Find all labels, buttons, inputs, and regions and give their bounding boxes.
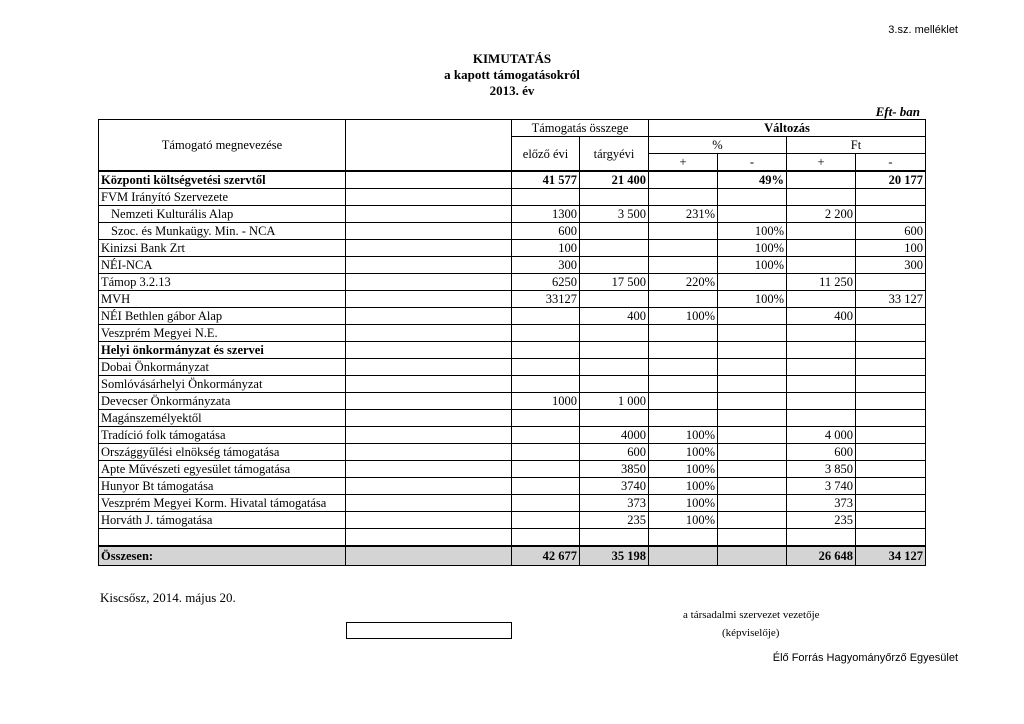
row-supporter-name: Horváth J. támogatása — [99, 512, 346, 529]
row-curr — [580, 257, 649, 274]
table-row — [99, 427, 926, 444]
row-pct-minus: 100% — [718, 291, 787, 308]
row-curr: 3850 — [580, 461, 649, 478]
row-supporter-name: Somlóvásárhelyi Önkormányzat — [99, 376, 346, 393]
row-ft-minus — [856, 393, 926, 410]
row-pct-plus — [649, 171, 718, 189]
row-supporter-name: Devecser Önkormányzata — [99, 393, 346, 410]
row-ft-minus — [856, 410, 926, 427]
row-ft-plus — [787, 359, 856, 376]
row-blank — [346, 342, 512, 359]
row-pct-plus — [649, 223, 718, 240]
row-prev — [512, 410, 580, 427]
row-pct-minus: 100% — [718, 240, 787, 257]
row-pct-plus — [649, 359, 718, 376]
row-curr — [580, 223, 649, 240]
row-supporter-name: Hunyor Bt támogatása — [99, 478, 346, 495]
row-pct-plus: 100% — [649, 444, 718, 461]
organization-name: Élő Forrás Hagyományőrző Egyesület — [772, 652, 958, 664]
support-table — [98, 119, 926, 566]
row-pct-minus — [718, 427, 787, 444]
signer-title: a társadalmi szervezet vezetője — [683, 609, 820, 621]
row-supporter-name: Országgyűlési elnökség támogatása — [99, 444, 346, 461]
row-ft-minus: 300 — [856, 257, 926, 274]
row-prev — [512, 325, 580, 342]
header-percent: % — [649, 137, 787, 154]
row-blank — [346, 427, 512, 444]
row-supporter-name: NÉI-NCA — [99, 257, 346, 274]
row-pct-minus — [718, 274, 787, 291]
row-prev — [512, 342, 580, 359]
row-blank — [346, 359, 512, 376]
row-pct-plus — [649, 376, 718, 393]
document-subtitle: a kapott támogatásokról — [444, 67, 580, 82]
header-change: Változás — [649, 120, 926, 137]
row-prev: 300 — [512, 257, 580, 274]
row-ft-plus: 400 — [787, 308, 856, 325]
row-prev — [512, 189, 580, 206]
row-pct-plus: 100% — [649, 495, 718, 512]
row-blank — [346, 274, 512, 291]
table-row — [99, 189, 926, 206]
row-ft-plus: 2 200 — [787, 206, 856, 223]
header-ft: Ft — [787, 137, 926, 154]
row-blank — [346, 308, 512, 325]
row-blank — [346, 495, 512, 512]
row-pct-minus — [718, 308, 787, 325]
row-ft-plus — [787, 240, 856, 257]
row-ft-minus: 600 — [856, 223, 926, 240]
table-row — [99, 393, 926, 410]
row-prev — [512, 495, 580, 512]
row-pct-plus — [649, 410, 718, 427]
row-ft-plus: 3 740 — [787, 478, 856, 495]
row-supporter-name: Tradíció folk támogatása — [99, 427, 346, 444]
row-ft-minus — [856, 189, 926, 206]
row-supporter-name — [99, 529, 346, 547]
row-pct-minus — [718, 189, 787, 206]
table-row — [99, 240, 926, 257]
row-ft-minus — [856, 308, 926, 325]
row-pct-plus — [649, 325, 718, 342]
row-pct-plus — [649, 189, 718, 206]
header-supporter: Támogató megnevezése — [99, 120, 346, 172]
row-supporter-name: Központi költségvetési szervtől — [99, 171, 346, 189]
row-ft-plus: 11 250 — [787, 274, 856, 291]
row-prev — [512, 529, 580, 547]
row-curr: 373 — [580, 495, 649, 512]
row-blank — [346, 529, 512, 547]
total-curr: 35 198 — [580, 546, 649, 566]
row-pct-minus — [718, 206, 787, 223]
row-curr — [580, 291, 649, 308]
row-pct-minus — [718, 478, 787, 495]
row-blank — [346, 376, 512, 393]
row-supporter-name: Nemzeti Kulturális Alap — [99, 206, 346, 223]
table-row — [99, 342, 926, 359]
row-ft-minus — [856, 444, 926, 461]
row-curr: 1 000 — [580, 393, 649, 410]
row-pct-minus: 100% — [718, 223, 787, 240]
document-year: 2013. év — [489, 83, 535, 98]
row-pct-minus — [718, 495, 787, 512]
total-ft-plus: 26 648 — [787, 546, 856, 566]
row-pct-minus — [718, 325, 787, 342]
row-blank — [346, 410, 512, 427]
row-supporter-name: Kinizsi Bank Zrt — [99, 240, 346, 257]
row-curr — [580, 342, 649, 359]
row-prev — [512, 478, 580, 495]
row-prev: 1300 — [512, 206, 580, 223]
row-blank — [346, 291, 512, 308]
row-ft-plus: 235 — [787, 512, 856, 529]
row-prev: 100 — [512, 240, 580, 257]
row-ft-plus — [787, 342, 856, 359]
table-row — [99, 171, 926, 189]
row-blank — [346, 393, 512, 410]
row-pct-plus: 220% — [649, 274, 718, 291]
total-prev: 42 677 — [512, 546, 580, 566]
row-curr: 3 500 — [580, 206, 649, 223]
row-prev — [512, 359, 580, 376]
total-pct-plus — [649, 546, 718, 566]
row-pct-plus: 100% — [649, 427, 718, 444]
row-ft-plus — [787, 376, 856, 393]
row-blank — [346, 478, 512, 495]
table-row — [99, 206, 926, 223]
row-supporter-name: Apte Művészeti egyesület támogatása — [99, 461, 346, 478]
row-curr: 17 500 — [580, 274, 649, 291]
row-ft-plus — [787, 529, 856, 547]
row-blank — [346, 240, 512, 257]
row-ft-plus — [787, 410, 856, 427]
row-pct-minus — [718, 342, 787, 359]
row-ft-plus — [787, 393, 856, 410]
row-pct-plus: 231% — [649, 206, 718, 223]
row-supporter-name: Magánszemélyektől — [99, 410, 346, 427]
row-pct-minus — [718, 461, 787, 478]
table-row — [99, 274, 926, 291]
row-pct-minus — [718, 410, 787, 427]
row-ft-minus — [856, 461, 926, 478]
row-supporter-name: NÉI Bethlen gábor Alap — [99, 308, 346, 325]
row-ft-minus: 100 — [856, 240, 926, 257]
row-pct-minus — [718, 359, 787, 376]
row-supporter-name: Dobai Önkormányzat — [99, 359, 346, 376]
row-ft-plus: 600 — [787, 444, 856, 461]
total-pct-minus — [718, 546, 787, 566]
table-row — [99, 359, 926, 376]
row-prev — [512, 512, 580, 529]
row-ft-minus — [856, 342, 926, 359]
signer-subtitle: (képviselője) — [722, 627, 780, 639]
row-pct-plus — [649, 529, 718, 547]
table-row — [99, 444, 926, 461]
row-blank — [346, 257, 512, 274]
row-ft-minus — [856, 495, 926, 512]
header-percent-minus: - — [718, 154, 787, 172]
row-pct-minus — [718, 529, 787, 547]
row-pct-plus: 100% — [649, 512, 718, 529]
row-ft-minus: 33 127 — [856, 291, 926, 308]
row-pct-plus: 100% — [649, 478, 718, 495]
row-pct-minus — [718, 512, 787, 529]
table-row — [99, 495, 926, 512]
row-prev: 41 577 — [512, 171, 580, 189]
row-pct-plus: 100% — [649, 461, 718, 478]
header-ft-minus: - — [856, 154, 926, 172]
row-blank — [346, 512, 512, 529]
row-pct-minus — [718, 393, 787, 410]
row-ft-minus — [856, 512, 926, 529]
total-blank — [346, 546, 512, 566]
row-pct-plus — [649, 342, 718, 359]
row-prev: 600 — [512, 223, 580, 240]
row-pct-plus — [649, 240, 718, 257]
row-prev: 1000 — [512, 393, 580, 410]
row-curr — [580, 410, 649, 427]
row-prev — [512, 376, 580, 393]
table-row — [99, 257, 926, 274]
row-ft-plus — [787, 291, 856, 308]
row-curr — [580, 529, 649, 547]
row-pct-plus — [649, 393, 718, 410]
row-curr: 3740 — [580, 478, 649, 495]
header-current-year: tárgyévi — [580, 137, 649, 172]
row-ft-minus — [856, 206, 926, 223]
row-curr: 4000 — [580, 427, 649, 444]
total-ft-minus: 34 127 — [856, 546, 926, 566]
table-row — [99, 512, 926, 529]
row-pct-minus — [718, 444, 787, 461]
row-pct-plus — [649, 257, 718, 274]
row-prev — [512, 444, 580, 461]
row-supporter-name: Szoc. és Munkaügy. Min. - NCA — [99, 223, 346, 240]
row-curr — [580, 359, 649, 376]
unit-label: Eft- ban — [875, 104, 920, 119]
title-block — [0, 51, 1024, 99]
annex-label: 3.sz. melléklet — [888, 24, 958, 36]
row-pct-plus — [649, 291, 718, 308]
row-ft-plus: 4 000 — [787, 427, 856, 444]
row-pct-minus — [718, 376, 787, 393]
row-ft-plus: 3 850 — [787, 461, 856, 478]
row-ft-minus — [856, 376, 926, 393]
header-blank — [346, 120, 512, 172]
row-ft-minus — [856, 359, 926, 376]
header-percent-plus: + — [649, 154, 718, 172]
row-curr: 400 — [580, 308, 649, 325]
row-curr: 21 400 — [580, 171, 649, 189]
total-label: Összesen: — [99, 546, 346, 566]
row-supporter-name: MVH — [99, 291, 346, 308]
row-blank — [346, 189, 512, 206]
header-amount: Támogatás összege — [512, 120, 649, 137]
row-prev — [512, 461, 580, 478]
table-row — [99, 223, 926, 240]
row-ft-minus — [856, 325, 926, 342]
row-pct-minus: 100% — [718, 257, 787, 274]
row-curr — [580, 189, 649, 206]
row-prev: 6250 — [512, 274, 580, 291]
header-ft-plus: + — [787, 154, 856, 172]
row-blank — [346, 325, 512, 342]
row-curr — [580, 325, 649, 342]
document-title: KIMUTATÁS — [472, 51, 552, 66]
row-prev — [512, 308, 580, 325]
row-supporter-name: FVM Irányító Szervezete — [99, 189, 346, 206]
row-ft-plus — [787, 189, 856, 206]
table-row — [99, 410, 926, 427]
row-pct-minus: 49% — [718, 171, 787, 189]
row-blank — [346, 223, 512, 240]
row-blank — [346, 461, 512, 478]
row-ft-plus — [787, 223, 856, 240]
signature-box — [346, 622, 512, 639]
total-row — [99, 546, 926, 566]
row-ft-plus — [787, 257, 856, 274]
row-ft-minus — [856, 529, 926, 547]
row-supporter-name: Veszprém Megyei N.E. — [99, 325, 346, 342]
row-supporter-name: Támop 3.2.13 — [99, 274, 346, 291]
table-row — [99, 291, 926, 308]
table-row — [99, 376, 926, 393]
row-prev — [512, 427, 580, 444]
table-row — [99, 461, 926, 478]
row-curr: 235 — [580, 512, 649, 529]
row-blank — [346, 206, 512, 223]
row-curr: 600 — [580, 444, 649, 461]
row-ft-minus: 20 177 — [856, 171, 926, 189]
row-prev: 33127 — [512, 291, 580, 308]
header-prev-year: előző évi — [512, 137, 580, 172]
place-date: Kiscsősz, 2014. május 20. — [100, 590, 236, 605]
row-ft-minus — [856, 427, 926, 444]
row-blank — [346, 171, 512, 189]
table-row — [99, 529, 926, 547]
row-ft-minus — [856, 274, 926, 291]
table-row — [99, 478, 926, 495]
row-ft-plus: 373 — [787, 495, 856, 512]
row-curr — [580, 376, 649, 393]
table-row — [99, 308, 926, 325]
row-curr — [580, 240, 649, 257]
row-ft-minus — [856, 478, 926, 495]
row-supporter-name: Helyi önkormányzat és szervei — [99, 342, 346, 359]
table-row — [99, 325, 926, 342]
row-ft-plus — [787, 171, 856, 189]
row-supporter-name: Veszprém Megyei Korm. Hivatal támogatása — [99, 495, 346, 512]
row-pct-plus: 100% — [649, 308, 718, 325]
row-blank — [346, 444, 512, 461]
row-ft-plus — [787, 325, 856, 342]
